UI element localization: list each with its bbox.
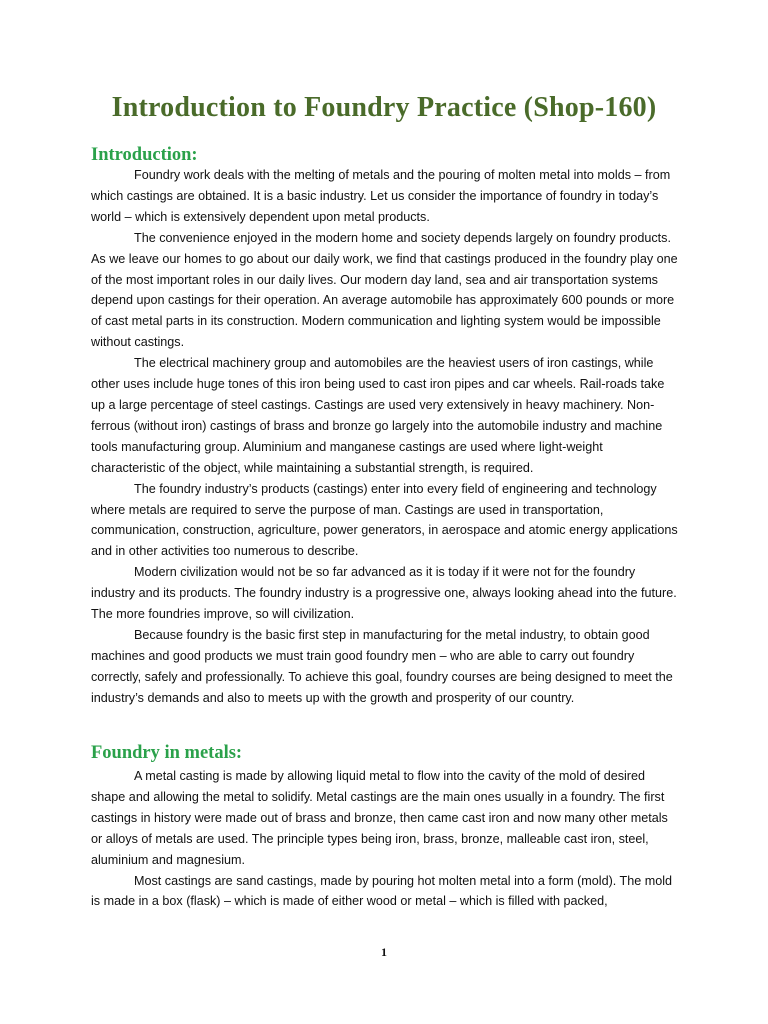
- paragraph: Modern civilization would not be so far advanced as it is today if it were not for the foundry industry and its products. The foundry industry is a progressive one, always looking ahead into the future. The more foundries improve, so will civilization.: [91, 565, 677, 622]
- paragraph: The foundry industry’s products (castings) enter into every field of engineering and technology where metals are required to serve the purpose of man. Castings are used in transportation, communication, construction, agriculture, power generators, in aerospace and atomic energy applications and in other activities too numerous to describe.: [91, 481, 678, 559]
- page-number: 1: [381, 945, 387, 959]
- section-foundry-in-metals: [91, 766, 679, 912]
- paragraph: A metal casting is made by allowing liquid metal to flow into the cavity of the mold of desired shape and allowing the metal to solidify. Metal castings are the main ones usually in a foundry. The first castings in history were made out of brass and bronze, then came cast iron and now many other metals or alloys of metals are used. The principle types being iron, brass, bronze, malleable cast iron, steel, aluminium and magnesium.: [91, 769, 668, 867]
- paragraph: Because foundry is the basic first step in manufacturing for the metal industry, to obtain good machines and good products we must train good foundry men – who are able to carry out foundry correctly, safely and professionally. To achieve this goal, foundry courses are being designed to meet the industry’s demands and also to meets up with the growth and prosperity of our country.: [91, 627, 673, 705]
- paragraph: Foundry work deals with the melting of metals and the pouring of molten metal into molds – from which castings are obtained. It is a basic industry. Let us consider the importance of foundry in today’s world – which is extensively dependent upon metal products.: [91, 168, 671, 224]
- paragraph: Most castings are sand castings, made by pouring hot molten metal into a form (mold). The mold is made in a box (flask) – which is made of either wood or metal – which is filled with packed,: [91, 873, 673, 909]
- section-heading-introduction: Introduction:: [91, 145, 198, 165]
- section-heading-foundry-in-metals: Foundry in metals:: [91, 743, 243, 763]
- paragraph: The convenience enjoyed in the modern home and society depends largely on foundry products. As we leave our homes to go about our daily work, we find that castings produced in the foundry play one of the most important roles in our daily lives. Our modern day land, sea and air transportation systems depend upon castings for their operation. An average automobile has approximately 600 pounds or more of cast metal parts in its construction. Modern communication and lighting system would be impossible without castings.: [91, 230, 678, 350]
- section-introduction: [91, 165, 679, 709]
- paragraph: The electrical machinery group and automobiles are the heaviest users of iron castings, while other uses include huge tones of this iron being used to cast iron pipes and car wheels. Rail-roads take up a large percentage of steel castings. Castings are used very extensively in heavy machinery. Non-ferrous (without iron) castings of brass and bronze go largely into the automobile industry and machine tools manufacturing group. Aluminium and manganese castings are used where light-weight characteristic of the object, while maintaining a substantial strength, is required.: [91, 356, 665, 475]
- document-title: Introduction to Foundry Practice (Shop-160): [111, 92, 657, 123]
